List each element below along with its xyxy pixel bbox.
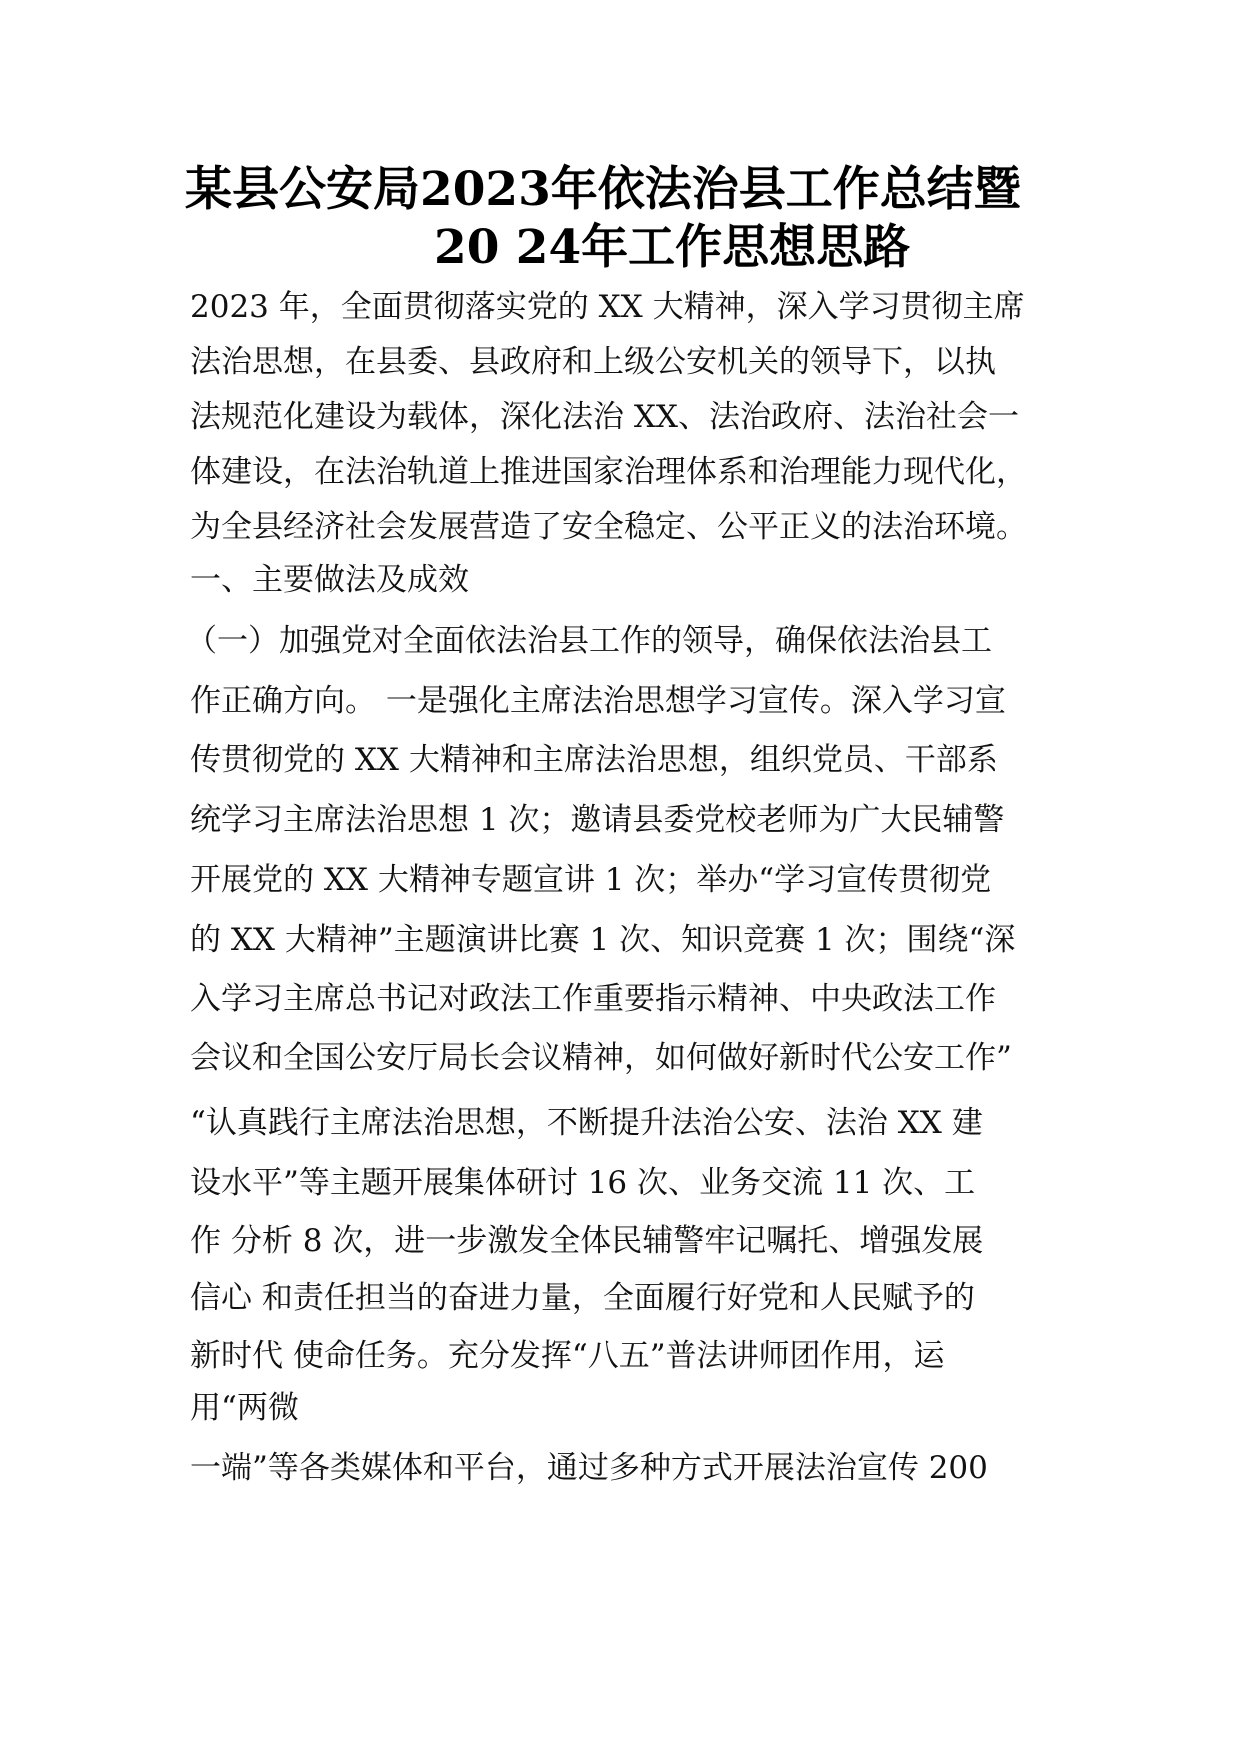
- body-line: 会议和全国公安厅局长会议精神，如何做好新时代公安工作”: [190, 1040, 1012, 1076]
- body-line: 作正确方向。 一是强化主席法治思想学习宣传。深入学习宣: [190, 683, 1006, 719]
- body-line: 用“两微: [190, 1390, 299, 1426]
- body-line: 传贯彻党的 XX 大精神和主席法治思想，组织党员、干部系: [190, 742, 998, 778]
- body-line: 信心 和责任担当的奋进力量，全面履行好党和人民赋予的: [190, 1280, 975, 1316]
- body-line: 为全县经济社会发展营造了安全稳定、公平正义的法治环境。: [190, 509, 1027, 545]
- document-title-line-2: 20 24年工作思想思路: [434, 220, 911, 275]
- subsection-heading: （一）加强党对全面依法治县工作的领导，确保依法治县工: [186, 623, 992, 659]
- body-line: 设水平”等主题开展集体研讨 16 次、业务交流 11 次、工: [190, 1165, 976, 1201]
- body-line: 体建设，在法治轨道上推进国家治理体系和治理能力现代化，: [190, 454, 1027, 490]
- body-line: 法治思想，在县委、县政府和上级公安机关的领导下，以执: [190, 344, 996, 380]
- body-line: 新时代 使命任务。充分发挥“八五”普法讲师团作用，运: [190, 1338, 945, 1374]
- body-line: 的 XX 大精神”主题演讲比赛 1 次、知识竞赛 1 次；围绕“深: [190, 922, 1016, 958]
- document-title-line-1: 某县公安局2023年依法治县工作总结暨: [185, 162, 1021, 217]
- body-line: 开展党的 XX 大精神专题宣讲 1 次；举办“学习宣传贯彻党: [190, 862, 992, 898]
- body-line: 统学习主席法治思想 1 次；邀请县委党校老师为广大民辅警: [190, 802, 1005, 838]
- body-line: 法规范化建设为载体，深化法治 XX、法治政府、法治社会一: [190, 399, 1019, 435]
- section-heading: 一、主要做法及成效: [190, 562, 469, 598]
- body-line: 一端”等各类媒体和平台，通过多种方式开展法治宣传 200: [190, 1450, 988, 1486]
- body-line: 作 分析 8 次，进一步激发全体民辅警牢记嘱托、增强发展: [190, 1223, 984, 1259]
- body-line: “认真践行主席法治思想，不断提升法治公安、法治 XX 建: [190, 1105, 983, 1141]
- body-line: 2023 年，全面贯彻落实党的 XX 大精神，深入学习贯彻主席: [190, 289, 1025, 325]
- body-line: 入学习主席总书记对政法工作重要指示精神、中央政法工作: [190, 981, 996, 1017]
